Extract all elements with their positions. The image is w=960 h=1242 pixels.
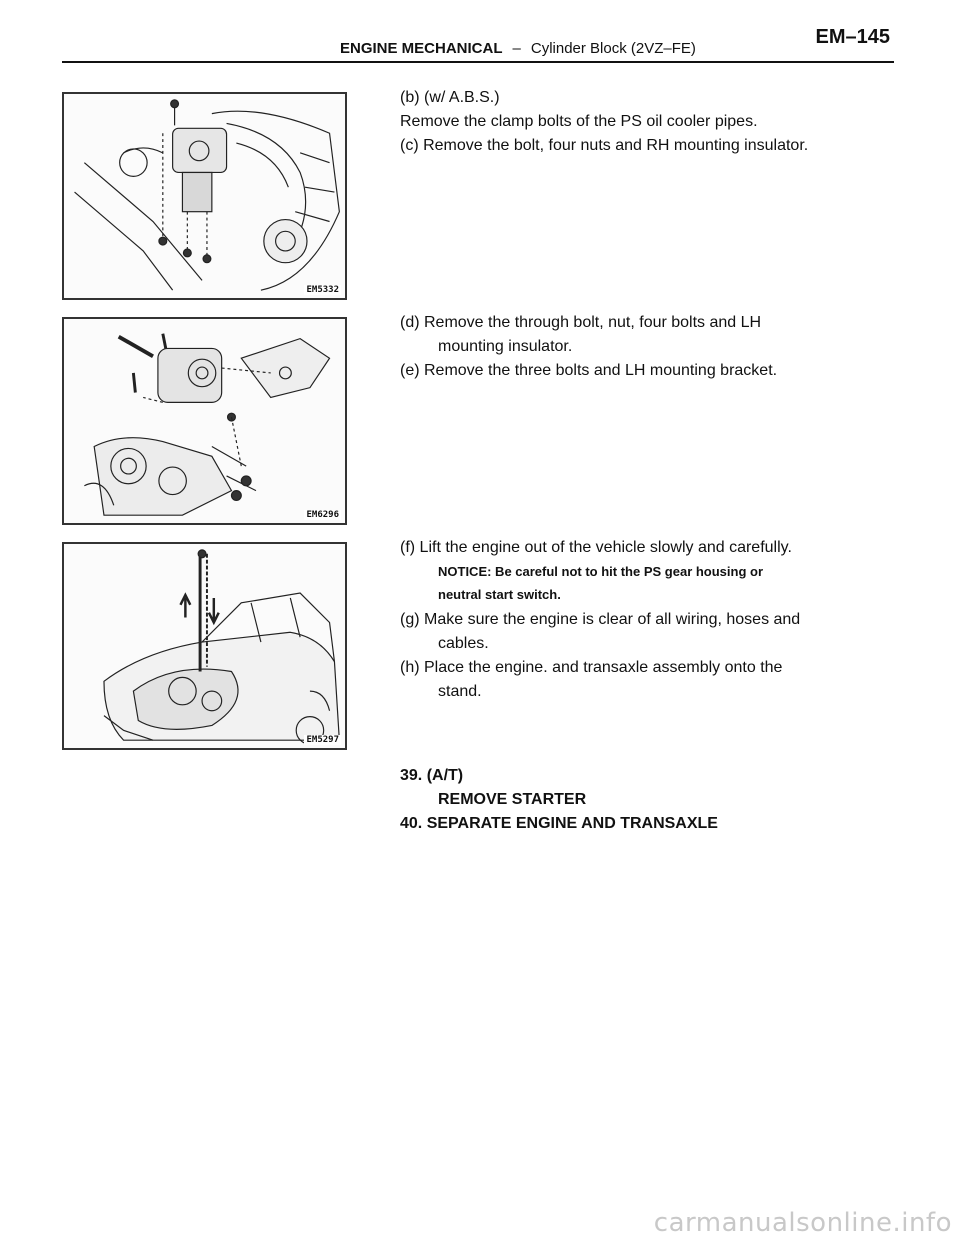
watermark: carmanualsonline.info (653, 1208, 952, 1238)
step-h-line1: (h) Place the engine. and transaxle assembly onto the (400, 659, 783, 676)
figure-code: EM5332 (306, 285, 339, 295)
step-d-line1: (d) Remove the through bolt, nut, four bolts and LH (400, 314, 762, 331)
instruction-block-2 (400, 311, 840, 383)
figure-lift-engine (62, 542, 347, 750)
step-f: (f) Lift the engine out of the vehicle slowly and carefully. (400, 539, 792, 556)
header-section (340, 40, 696, 57)
figure-rh-mounting-insulator (62, 92, 347, 300)
step-b-heading: (b) (w/ A.B.S.) (400, 89, 500, 106)
step-b-body: Remove the clamp bolts of the PS oil cooler pipes. (400, 113, 758, 130)
instruction-block-1 (400, 86, 840, 158)
figure-lh-mounting-drawing (64, 319, 345, 523)
step-h-line2: stand. (438, 683, 482, 700)
figure-lift-engine-drawing (64, 544, 345, 748)
figure-lh-mounting-insulator (62, 317, 347, 525)
header-section-title: ENGINE MECHANICAL (340, 40, 503, 57)
figure-code: EM6296 (306, 510, 339, 520)
header-rule (62, 61, 894, 63)
procedure-steps (400, 764, 840, 836)
step-g-line1: (g) Make sure the engine is clear of all wiring, hoses and (400, 611, 801, 628)
step-39-heading: 39. (A/T) (400, 767, 464, 784)
figure-rh-mounting-drawing (64, 94, 345, 298)
notice-line1: NOTICE: Be careful not to hit the PS gear housing or (438, 564, 764, 579)
step-g-line2: cables. (438, 635, 489, 652)
step-e: (e) Remove the three bolts and LH mounting bracket. (400, 362, 778, 379)
step-c: (c) Remove the bolt, four nuts and RH mounting insulator. (400, 137, 809, 154)
step-39-title: REMOVE STARTER (438, 791, 587, 808)
page-number: EM–145 (815, 26, 890, 48)
notice-line2: neutral start switch. (438, 587, 561, 602)
header-subsection: Cylinder Block (2VZ–FE) (530, 40, 696, 57)
step-40-title: 40. SEPARATE ENGINE AND TRANSAXLE (400, 815, 718, 832)
figure-code: EM5297 (306, 735, 339, 745)
instruction-block-3 (400, 536, 840, 704)
header-separator: – (512, 40, 521, 57)
step-d-line2: mounting insulator. (438, 338, 573, 355)
